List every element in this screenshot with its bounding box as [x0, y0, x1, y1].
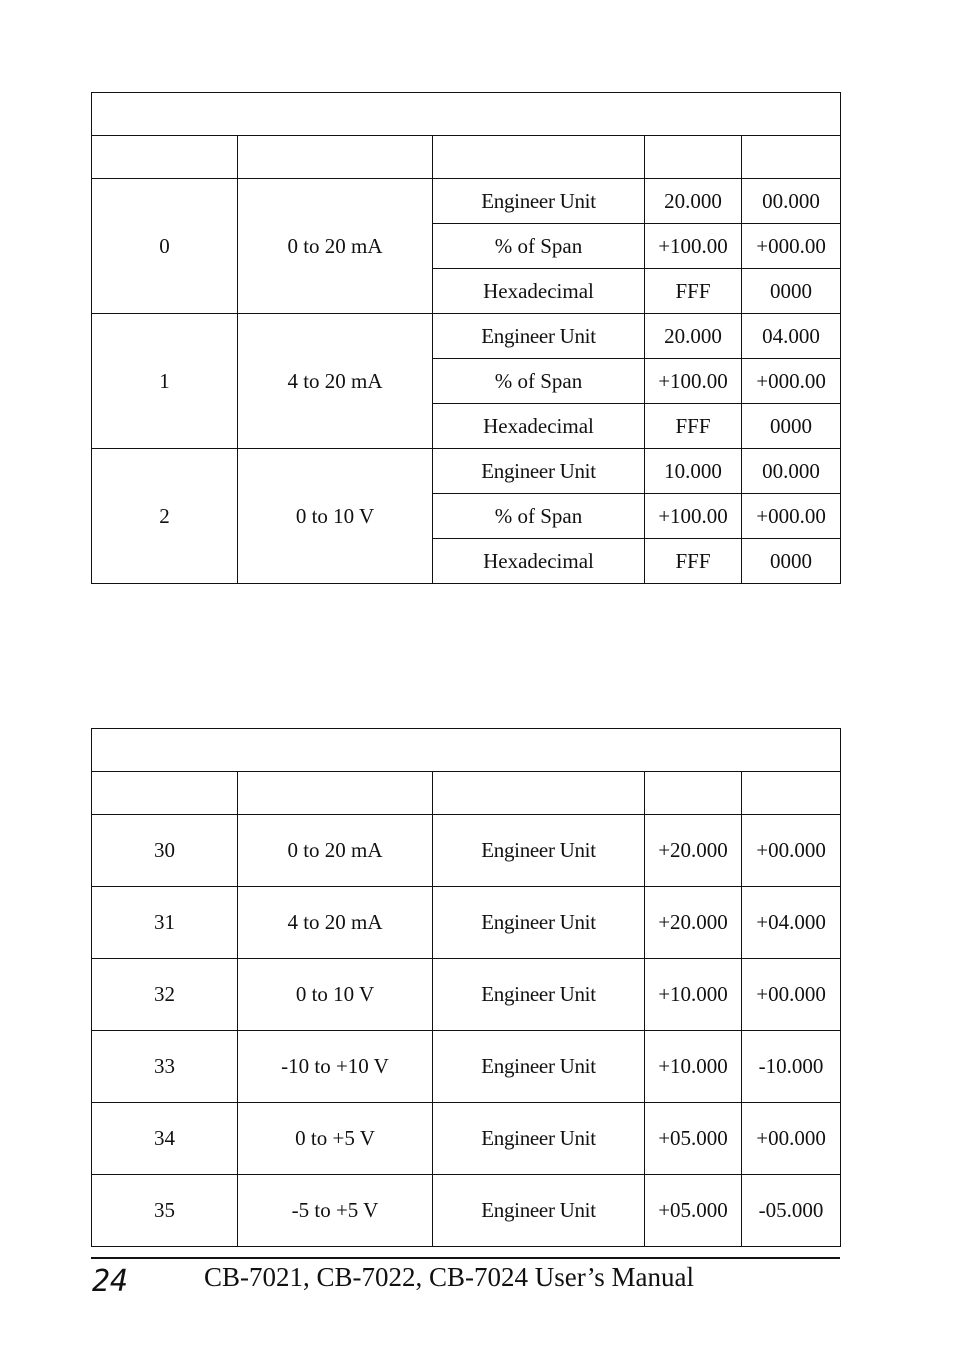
data-format-cell: Hexadecimal: [433, 539, 645, 584]
header-cell: [92, 772, 238, 815]
data-format-cell: Hexadecimal: [433, 404, 645, 449]
data-format-cell: Engineer Unit: [433, 815, 645, 887]
data-format-cell: Engineer Unit: [433, 179, 645, 224]
type-code-cell: 30: [92, 815, 238, 887]
table-row: [92, 1031, 841, 1103]
output-range-cell: 0 to +5 V: [238, 1103, 433, 1175]
min-value-cell: +000.00: [742, 224, 841, 269]
max-value-cell: FFF: [645, 539, 742, 584]
min-value-cell: -05.000: [742, 1175, 841, 1247]
header-cell: [645, 772, 742, 815]
type-code-cell: 0: [92, 179, 238, 314]
min-value-cell: 0000: [742, 404, 841, 449]
page-number: 24: [92, 1264, 129, 1299]
header-cell: [433, 772, 645, 815]
max-value-cell: +100.00: [645, 224, 742, 269]
max-value-cell: +10.000: [645, 1031, 742, 1103]
min-value-cell: +00.000: [742, 815, 841, 887]
min-value-cell: -10.000: [742, 1031, 841, 1103]
output-range-cell: 4 to 20 mA: [238, 887, 433, 959]
header-cell: [433, 136, 645, 179]
table-row: [92, 1103, 841, 1175]
max-value-cell: +05.000: [645, 1175, 742, 1247]
max-value-cell: FFF: [645, 404, 742, 449]
max-value-cell: +10.000: [645, 959, 742, 1031]
max-value-cell: +100.00: [645, 494, 742, 539]
table-row: [92, 815, 841, 887]
type-code-cell: 34: [92, 1103, 238, 1175]
header-cell: [92, 136, 238, 179]
output-range-cell: 0 to 10 V: [238, 959, 433, 1031]
output-range-cell: 0 to 20 mA: [238, 179, 433, 314]
table-row: [92, 1175, 841, 1247]
max-value-cell: +20.000: [645, 815, 742, 887]
data-format-cell: % of Span: [433, 224, 645, 269]
table-title-cell: [92, 729, 841, 772]
table-row: [92, 959, 841, 1031]
max-value-cell: 20.000: [645, 314, 742, 359]
output-range-table-2: [91, 728, 841, 1247]
data-format-cell: % of Span: [433, 494, 645, 539]
output-range-cell: -10 to +10 V: [238, 1031, 433, 1103]
output-range-cell: 0 to 20 mA: [238, 815, 433, 887]
min-value-cell: 00.000: [742, 179, 841, 224]
min-value-cell: +00.000: [742, 1103, 841, 1175]
output-range-cell: 4 to 20 mA: [238, 314, 433, 449]
type-code-cell: 31: [92, 887, 238, 959]
min-value-cell: 00.000: [742, 449, 841, 494]
max-value-cell: FFF: [645, 269, 742, 314]
table-title-cell: [92, 93, 841, 136]
table-header-row: [92, 136, 841, 179]
min-value-cell: 0000: [742, 269, 841, 314]
table-row: [92, 314, 841, 359]
max-value-cell: +05.000: [645, 1103, 742, 1175]
data-format-cell: Engineer Unit: [433, 1031, 645, 1103]
footer-divider: [91, 1257, 840, 1259]
min-value-cell: +00.000: [742, 959, 841, 1031]
type-code-cell: 32: [92, 959, 238, 1031]
header-cell: [742, 136, 841, 179]
data-format-cell: Engineer Unit: [433, 959, 645, 1031]
max-value-cell: 20.000: [645, 179, 742, 224]
max-value-cell: +100.00: [645, 359, 742, 404]
type-code-cell: 1: [92, 314, 238, 449]
max-value-cell: 10.000: [645, 449, 742, 494]
table-title-row: [92, 93, 841, 136]
data-format-cell: Hexadecimal: [433, 269, 645, 314]
table-row: [92, 179, 841, 224]
data-format-cell: Engineer Unit: [433, 1175, 645, 1247]
output-range-cell: -5 to +5 V: [238, 1175, 433, 1247]
manual-title: CB-7021, CB-7022, CB-7024 User’s Manual: [204, 1262, 694, 1292]
data-format-cell: Engineer Unit: [433, 1103, 645, 1175]
min-value-cell: 04.000: [742, 314, 841, 359]
table-row: [92, 887, 841, 959]
min-value-cell: +04.000: [742, 887, 841, 959]
data-format-cell: Engineer Unit: [433, 449, 645, 494]
min-value-cell: 0000: [742, 539, 841, 584]
header-cell: [238, 772, 433, 815]
data-format-cell: Engineer Unit: [433, 887, 645, 959]
output-range-table-1: [91, 92, 841, 584]
max-value-cell: +20.000: [645, 887, 742, 959]
table-row: [92, 449, 841, 494]
table-header-row: [92, 772, 841, 815]
data-format-cell: Engineer Unit: [433, 314, 645, 359]
header-cell: [645, 136, 742, 179]
min-value-cell: +000.00: [742, 494, 841, 539]
min-value-cell: +000.00: [742, 359, 841, 404]
header-cell: [238, 136, 433, 179]
type-code-cell: 2: [92, 449, 238, 584]
type-code-cell: 35: [92, 1175, 238, 1247]
data-format-cell: % of Span: [433, 359, 645, 404]
type-code-cell: 33: [92, 1031, 238, 1103]
header-cell: [742, 772, 841, 815]
table-title-row: [92, 729, 841, 772]
output-range-cell: 0 to 10 V: [238, 449, 433, 584]
